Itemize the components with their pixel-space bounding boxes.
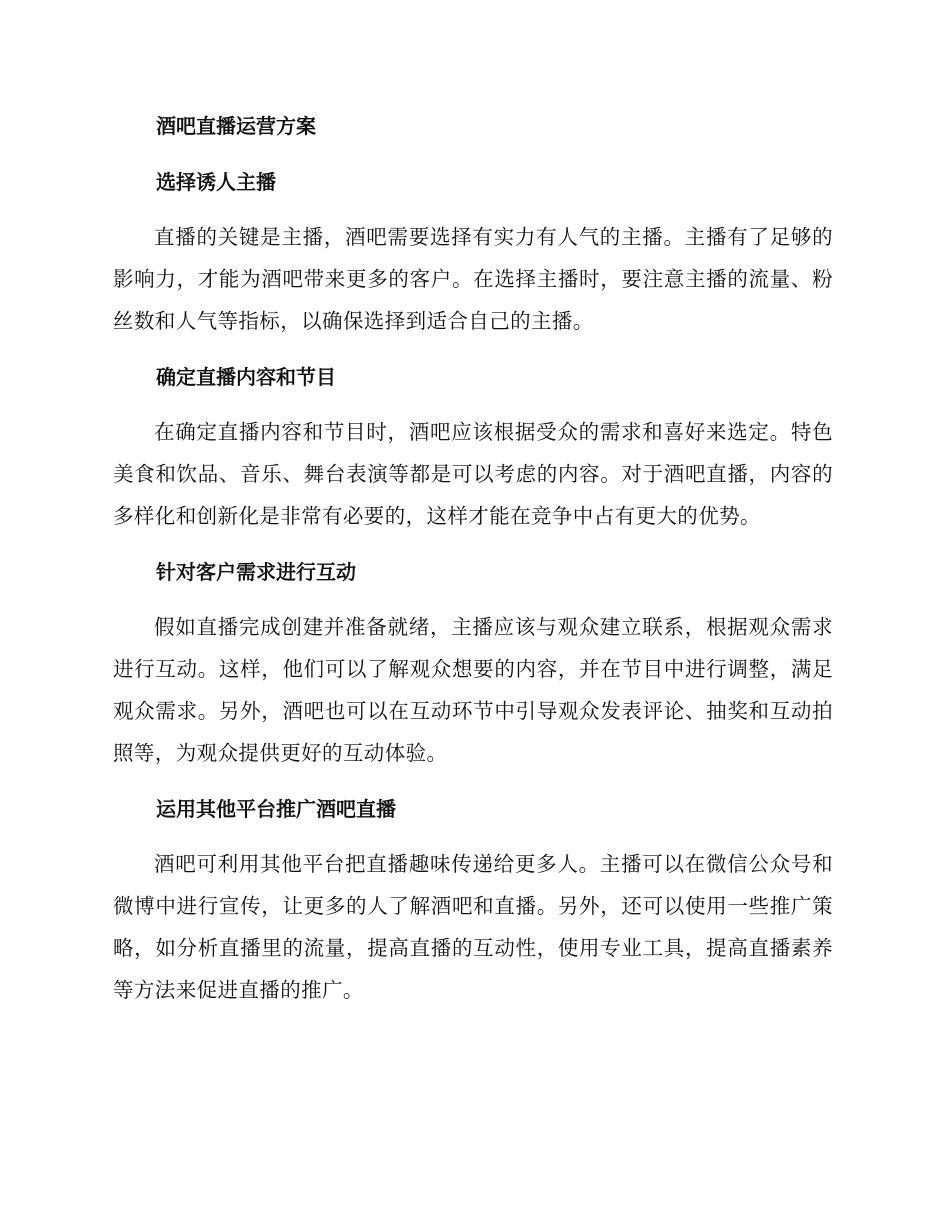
document-title: 酒吧直播运营方案 [156,114,316,138]
section-customer-interaction [113,551,833,774]
section-platform-promotion [113,788,833,1011]
document-content [113,105,833,1011]
section-heading: 选择诱人主播 [156,170,276,194]
section-heading: 运用其他平台推广酒吧直播 [156,797,396,821]
section-paragraph: 酒吧可利用其他平台把直播趣味传递给更多人。主播可以在微信公众号和微博中进行宣传，让更多的人了解酒吧和直播。另外，还可以使用一些推广策略，如分析直播里的流量，提高直播的互动性，使用专业工具，提高直播素养等方法来促进直播的推广。 [113,852,833,1002]
section-heading: 针对客户需求进行互动 [156,560,356,584]
section-paragraph: 直播的关键是主播，酒吧需要选择有实力有人气的主播。主播有了足够的影响力，才能为酒吧带来更多的客户。在选择主播时，要注意主播的流量、粉丝数和人气等指标，以确保选择到适合自己的主播。 [113,225,833,333]
section-select-host [113,161,833,342]
section-paragraph: 假如直播完成创建并准备就绪，主播应该与观众建立联系，根据观众需求进行互动。这样，他们可以了解观众想要的内容，并在节目中进行调整，满足观众需求。另外，酒吧也可以在互动环节中引导观众发表评论、抽奖和互动拍照等，为观众提供更好的互动体验。 [113,615,833,765]
section-paragraph: 在确定直播内容和节目时，酒吧应该根据受众的需求和喜好来选定。特色美食和饮品、音乐、舞台表演等都是可以考虑的内容。对于酒吧直播，内容的多样化和创新化是非常有必要的，这样才能在竞争中占有更大的优势。 [113,420,833,528]
section-content-programs [113,356,833,537]
section-heading: 确定直播内容和节目 [156,365,336,389]
